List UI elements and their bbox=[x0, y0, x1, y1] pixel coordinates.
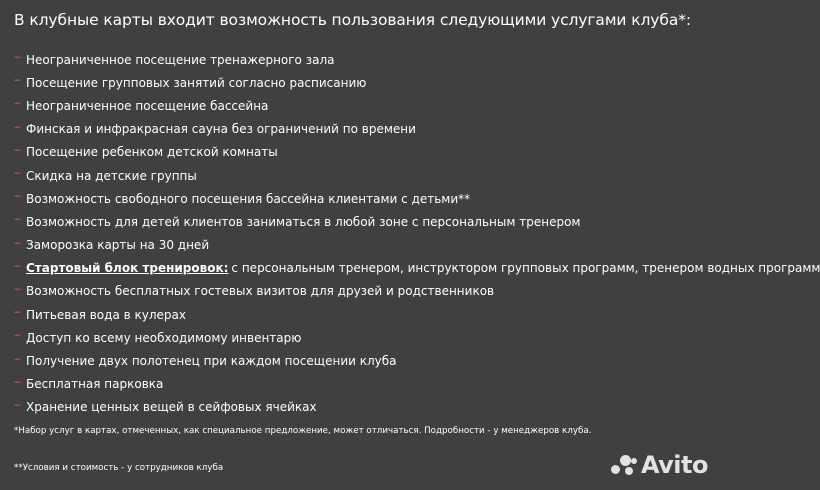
dash-icon: ‒ bbox=[14, 328, 21, 342]
item-text: Неограниченное посещение тренажерного зала bbox=[26, 52, 335, 67]
list-item bbox=[14, 280, 820, 303]
item-text: Получение двух полотенец при каждом посещении клуба bbox=[26, 354, 397, 369]
item-text: Посещение ребенком детской комнаты bbox=[26, 145, 278, 160]
list-item bbox=[14, 349, 820, 372]
footnote-conditions: **Условия и стоимость - у сотрудников клуба bbox=[14, 463, 224, 473]
avito-watermark bbox=[610, 451, 708, 479]
list-item bbox=[14, 94, 820, 117]
item-text: Неограниченное посещение бассейна bbox=[26, 98, 269, 113]
dash-icon: ‒ bbox=[14, 351, 21, 365]
item-text: Возможность свободного посещения бассейна клиентами с детьми** bbox=[26, 191, 471, 206]
list-item bbox=[14, 210, 820, 233]
list-item bbox=[14, 118, 820, 141]
dash-icon: ‒ bbox=[14, 258, 21, 272]
item-strong-text: Стартовый блок тренировок: bbox=[26, 261, 229, 276]
list-item bbox=[14, 71, 820, 94]
item-text: Посещение групповых занятий согласно расписанию bbox=[26, 75, 367, 90]
dash-icon: ‒ bbox=[14, 397, 21, 411]
list-item bbox=[14, 257, 820, 280]
dash-icon: ‒ bbox=[14, 212, 21, 226]
page-heading: В клубные карты входит возможность пользования следующими услугами клуба*: bbox=[14, 11, 691, 29]
dash-icon: ‒ bbox=[14, 189, 21, 203]
item-text: Бесплатная парковка bbox=[26, 377, 164, 392]
item-text: Финская и инфракрасная сауна без ограничений по времени bbox=[26, 122, 416, 137]
services-list bbox=[14, 48, 820, 419]
list-item bbox=[14, 303, 820, 326]
item-text: Хранение ценных вещей в сейфовых ячейках bbox=[26, 400, 317, 415]
dash-icon: ‒ bbox=[14, 142, 21, 156]
dash-icon: ‒ bbox=[14, 281, 21, 295]
list-item bbox=[14, 326, 820, 349]
list-item bbox=[14, 48, 820, 71]
item-text: с персональным тренером, инструктором групповых программ, тренером водных программ bbox=[231, 261, 820, 276]
list-item bbox=[14, 396, 820, 419]
dash-icon: ‒ bbox=[14, 96, 21, 110]
dash-icon: ‒ bbox=[14, 73, 21, 87]
list-item bbox=[14, 373, 820, 396]
list-item bbox=[14, 187, 820, 210]
dash-icon: ‒ bbox=[14, 374, 21, 388]
dash-icon: ‒ bbox=[14, 305, 21, 319]
item-text: Доступ ко всему необходимому инвентарю bbox=[26, 330, 302, 345]
item-text: Скидка на детские группы bbox=[26, 168, 197, 183]
avito-logo-icon bbox=[610, 453, 638, 477]
list-item bbox=[14, 141, 820, 164]
list-item bbox=[14, 234, 820, 257]
dash-icon: ‒ bbox=[14, 119, 21, 133]
footnote-special-offer: *Набор услуг в картах, отмеченных, как специальное предложение, может отличаться. Подробности - у менеджеров клуба. bbox=[14, 426, 592, 436]
dash-icon: ‒ bbox=[14, 166, 21, 180]
item-text: Возможность для детей клиентов заниматься в любой зоне с персональным тренером bbox=[26, 214, 581, 229]
list-item bbox=[14, 164, 820, 187]
item-text: Заморозка карты на 30 дней bbox=[26, 238, 210, 253]
item-text: Питьевая вода в кулерах bbox=[26, 307, 186, 322]
item-text: Возможность бесплатных гостевых визитов для друзей и родственников bbox=[26, 284, 495, 299]
dash-icon: ‒ bbox=[14, 235, 21, 249]
avito-logo-text: Avito bbox=[640, 451, 708, 479]
dash-icon: ‒ bbox=[14, 50, 21, 64]
